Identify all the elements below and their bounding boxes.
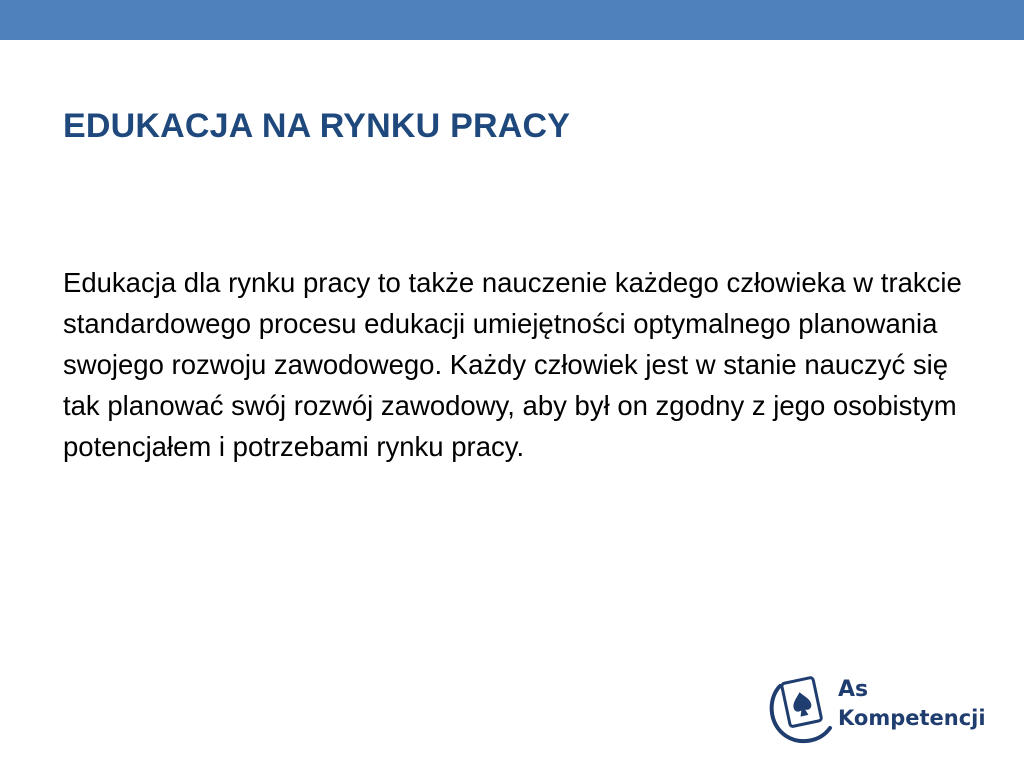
logo-line-1: As bbox=[838, 677, 869, 702]
logo bbox=[766, 666, 1006, 746]
logo-line-2: Kompetencji bbox=[838, 706, 986, 730]
slide-body-text: Edukacja dla rynku pracy to także nauczenie każdego człowieka w trakcie standardowego procesu edukacji umiejętności optymalnego planowania swojego rozwoju zawodowego. Każdy człowiek jest w stanie nauczyć się tak planować swój rozwój zawodowy, aby był on zgodny z jego osobistym potencjałem i potrzebami rynku pracy. bbox=[63, 267, 962, 462]
slide-title: EDUKACJA NA RYNKU PRACY bbox=[63, 107, 571, 145]
spade-card-icon bbox=[766, 666, 836, 746]
top-accent-bar bbox=[0, 0, 1024, 40]
logo-wordmark bbox=[838, 676, 986, 732]
